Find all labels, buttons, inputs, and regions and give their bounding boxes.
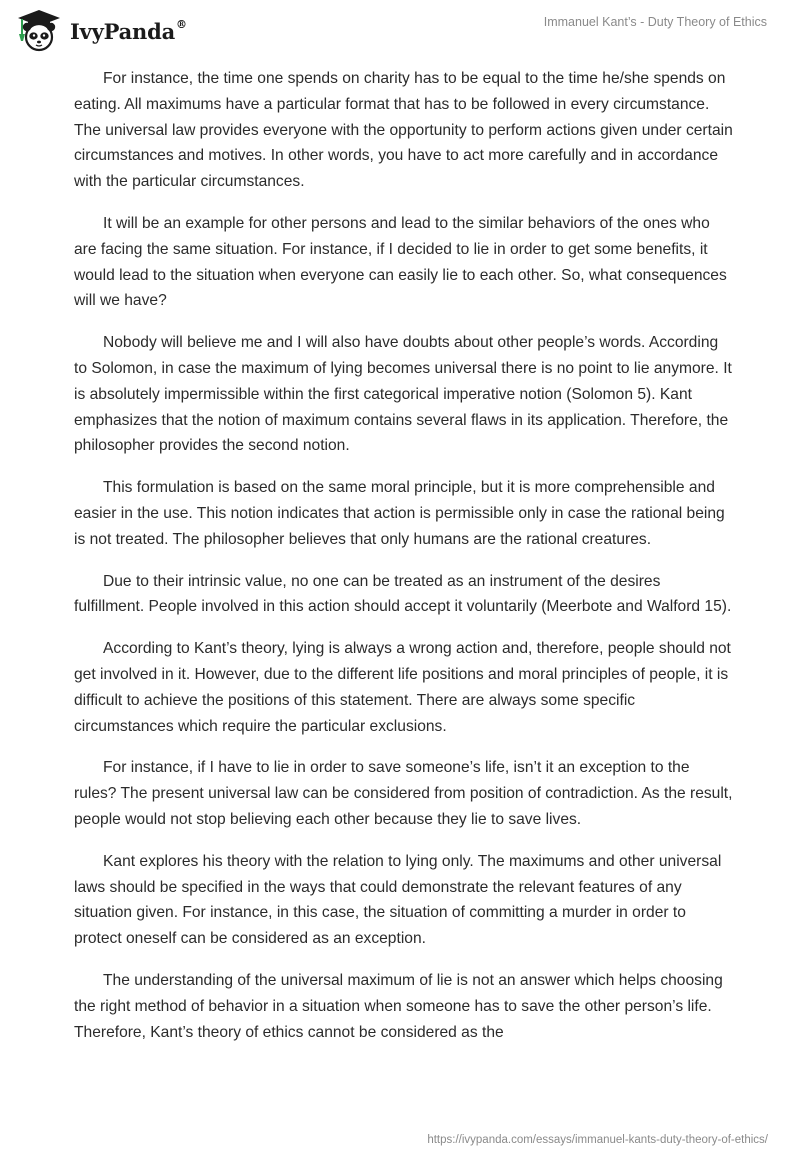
paragraph: Kant explores his theory with the relation to lying only. The maximums and other universal laws should be specified in the ways that could demonstrate the relevant features of any situation given. For instance, in this case, the situation of committing a murder in order to protect oneself can be considered as an exception. bbox=[74, 852, 722, 948]
ivypanda-logo[interactable] bbox=[14, 8, 187, 52]
paragraph: This formulation is based on the same moral principle, but it is more comprehensible and easier in the use. This notion indicates that action is permissible only in case the rational being is not treated. The philosopher believes that only humans are the rational creatures. bbox=[74, 479, 725, 548]
essay-body bbox=[74, 66, 734, 1061]
paragraph: Due to their intrinsic value, no one can be treated as an instrument of the desires fulfillment. People involved in this action should accept it voluntarily (Meerbote and Walford 15). bbox=[74, 572, 732, 616]
paragraph: For instance, if I have to lie in order to save someone’s life, isn’t it an exception to the rules? The present universal law can be considered from position of contradiction. As the result, people would not stop believing each other because they lie to save lives. bbox=[74, 759, 733, 828]
paragraph: It will be an example for other persons and lead to the similar behaviors of the ones who are facing the same situation. For instance, if I decided to lie in order to get some benefits, it would lead to the situation when everyone can easily lie to each other. So, what consequences will we have? bbox=[74, 214, 727, 310]
paragraph: For instance, the time one spends on charity has to be equal to the time he/she spends on eating. All maximums have a particular format that has to be followed in every circumstance. The universal law provides everyone with the opportunity to perform actions given under certain circumstances and motives. In other words, you have to act more carefully and in accordance with the particular circumstances. bbox=[74, 70, 733, 191]
paragraph: The understanding of the universal maximum of lie is not an answer which helps choosing the right method of behavior in a situation when someone has to save the other person’s life. Therefore, Kant’s theory of ethics cannot be considered as the bbox=[74, 971, 723, 1041]
paragraph: According to Kant’s theory, lying is always a wrong action and, therefore, people should not get involved in it. However, due to the different life positions and moral principles of people, it is difficult to achieve the positions of this statement. There are always some specific circumstances which require the particular exclusions. bbox=[74, 640, 731, 735]
source-url-link[interactable]: https://ivypanda.com/essays/immanuel-kants-duty-theory-of-ethics/ bbox=[427, 1134, 768, 1146]
paragraph: Nobody will believe me and I will also have doubts about other people’s words. According to Solomon, in case the maximum of lying becomes universal there is no point to lie anymore. It is absolutely impermissible within the first categorical imperative notion (Solomon 5). Kant emphasizes that the notion of maximum contains several flaws in its application. Therefore, the philosopher provides the second notion. bbox=[74, 334, 732, 455]
page-header bbox=[0, 0, 800, 62]
logo-wordmark: IvyPanda® bbox=[70, 17, 187, 44]
document-title: Immanuel Kant’s - Duty Theory of Ethics bbox=[543, 15, 767, 29]
panda-graduate-icon bbox=[14, 8, 64, 52]
